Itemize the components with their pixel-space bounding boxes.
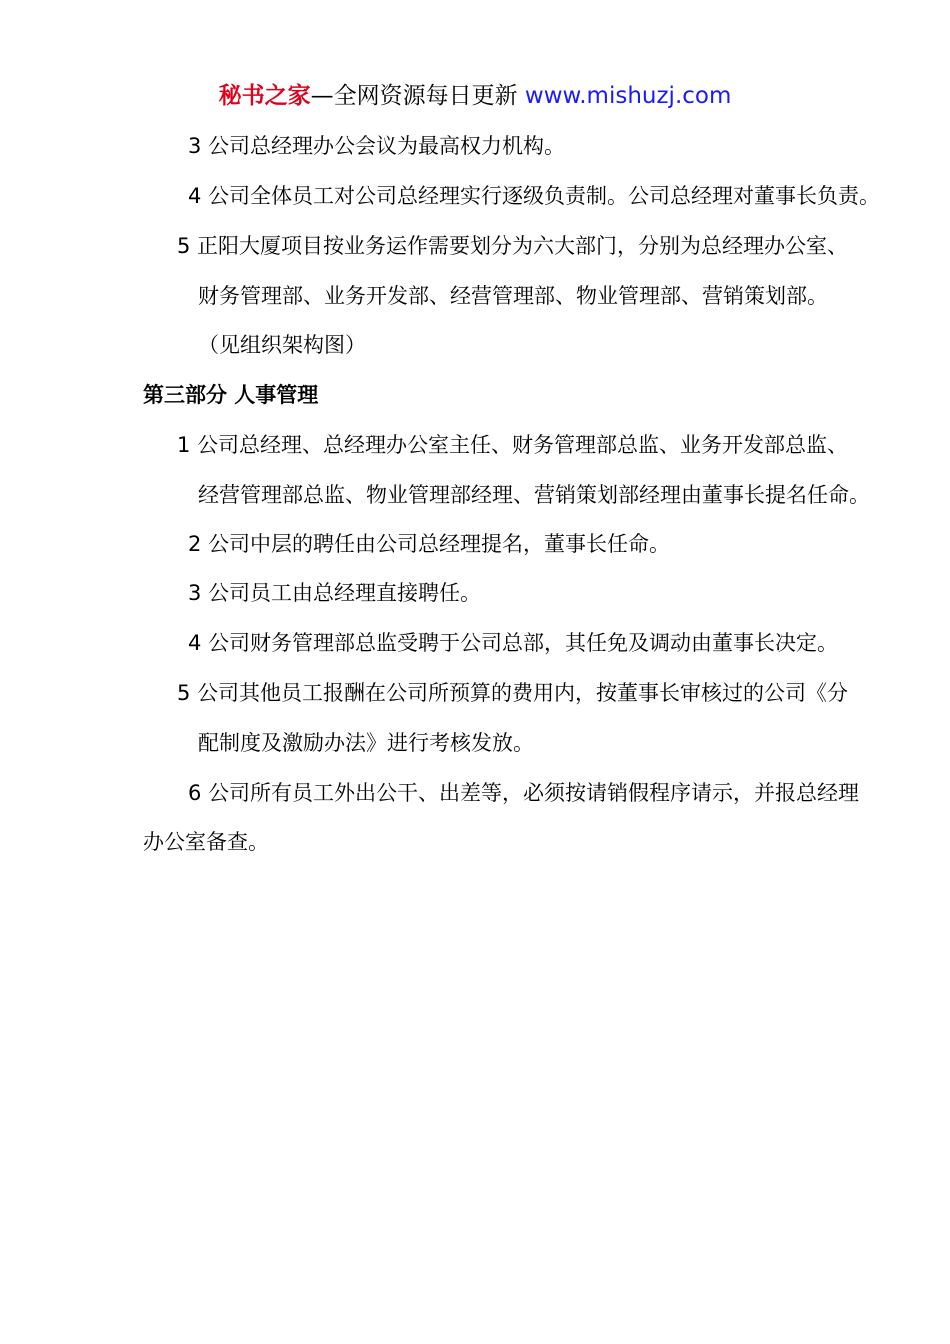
part2-item-3: 3 公司总经理办公会议为最高权力机构。 (188, 134, 566, 158)
part2-item-4: 4 公司全体员工对公司总经理实行逐级负责制。公司总经理对董事长负责。 (188, 184, 881, 208)
part2-item-5-note: （见组织架构图） (198, 333, 366, 357)
part3-item-6: 6 公司所有员工外出公干、出差等，必须按请销假程序请示，并报总经理 (188, 781, 860, 805)
section-heading: 第三部分 人事管理 (143, 383, 319, 407)
site-url-link[interactable]: www.mishuzj.com (524, 83, 732, 109)
part3-item-6-cont: 办公室备查。 (143, 830, 269, 854)
part3-item-2: 2 公司中层的聘任由公司总经理提名，董事长任命。 (188, 532, 671, 556)
part3-item-1: 1 公司总经理、总经理办公室主任、财务管理部总监、业务开发部总监、 (177, 433, 849, 457)
header-tagline: —全网资源每日更新 (310, 83, 525, 109)
part2-item-5: 5 正阳大厦项目按业务运作需要划分为六大部门，分别为总经理办公室、 (177, 234, 849, 258)
part2-item-5-cont: 财务管理部、业务开发部、经营管理部、物业管理部、营销策划部。 (198, 284, 828, 308)
site-header (0, 80, 950, 112)
brand-name: 秘书之家 (218, 83, 311, 109)
part3-item-5: 5 公司其他员工报酬在公司所预算的费用内，按董事长审核过的公司《分 (177, 681, 849, 705)
part3-item-1-cont: 经营管理部总监、物业管理部经理、营销策划部经理由董事长提名任命。 (198, 483, 870, 507)
part3-item-5-cont: 配制度及激励办法》进行考核发放。 (198, 731, 534, 755)
part3-item-3: 3 公司员工由总经理直接聘任。 (188, 581, 482, 605)
part3-item-4: 4 公司财务管理部总监受聘于公司总部，其任免及调动由董事长决定。 (188, 631, 839, 655)
